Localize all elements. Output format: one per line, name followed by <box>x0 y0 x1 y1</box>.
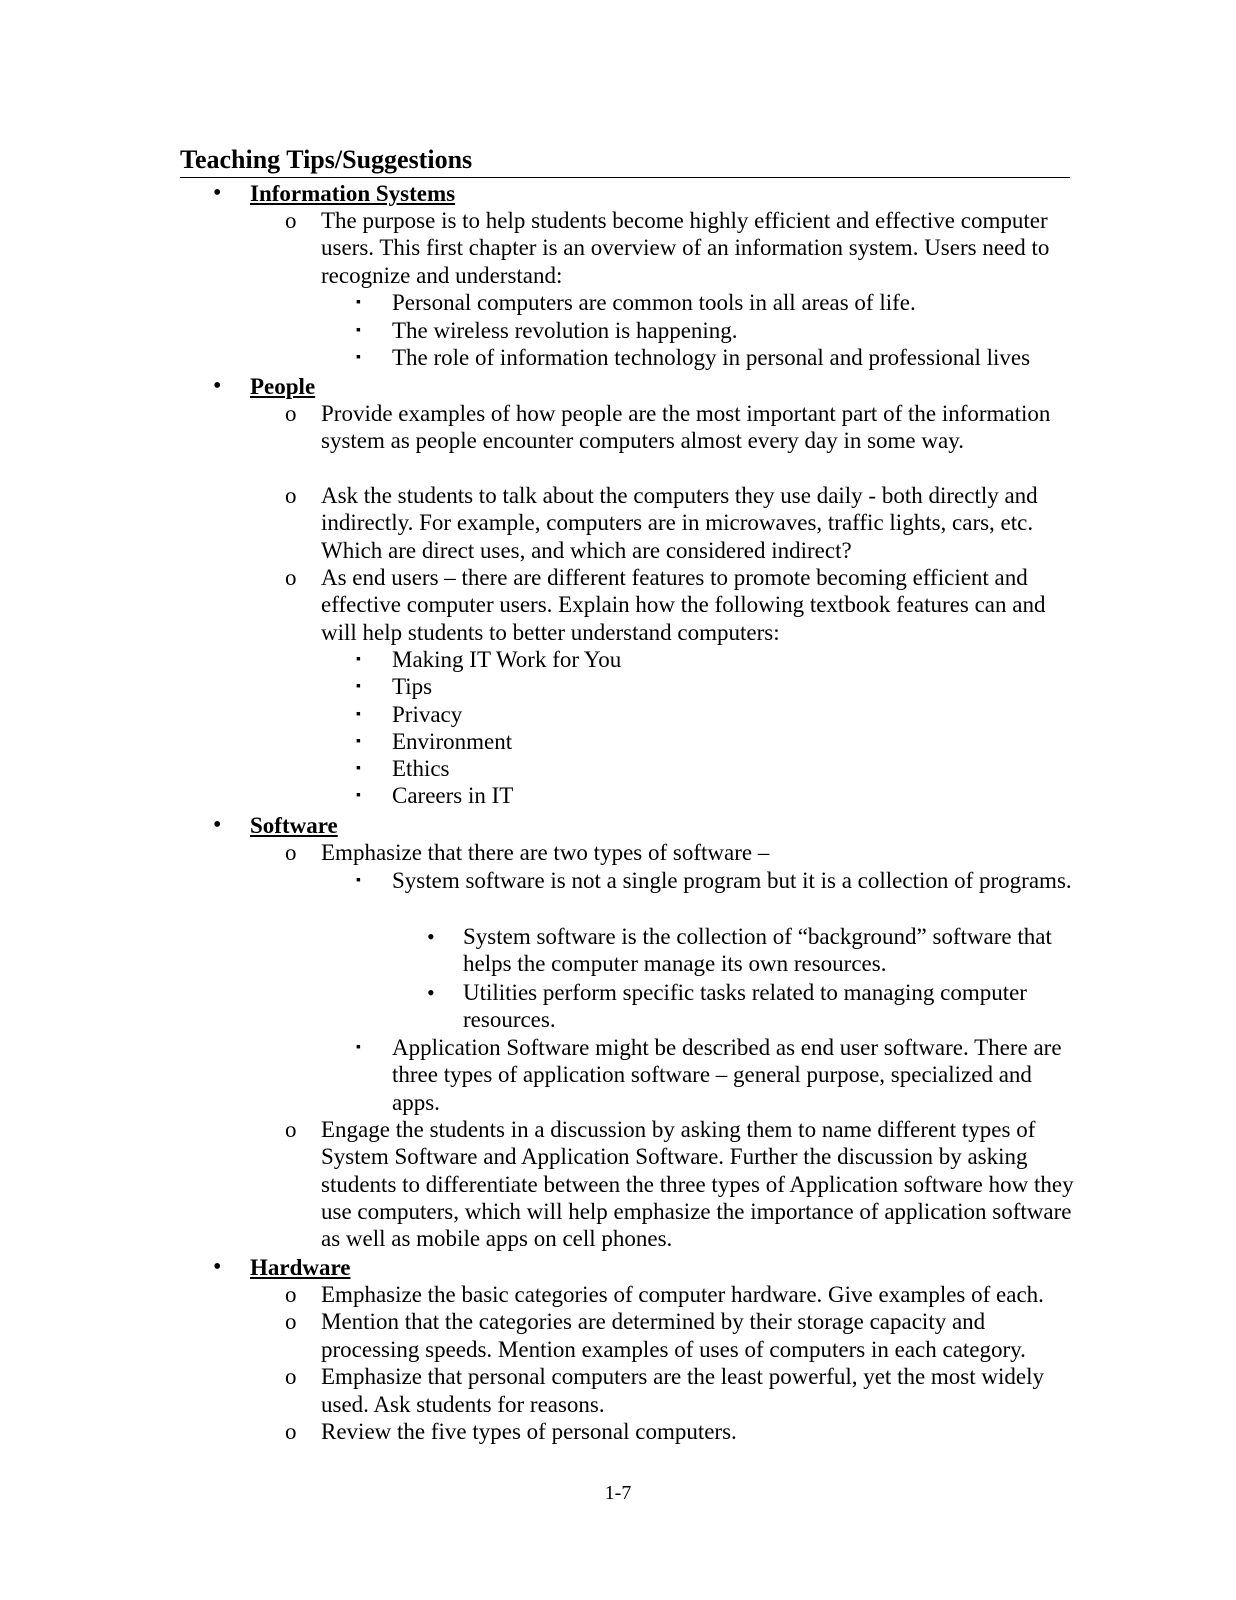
section-heading: Software <box>250 813 338 839</box>
item-text: Utilities perform specific tasks related to managing computer resources. <box>463 979 1027 1033</box>
list-item <box>0 1034 1236 1116</box>
section-heading: Hardware <box>250 1254 351 1280</box>
item-text: Careers in IT <box>392 783 514 809</box>
list-item <box>0 701 1236 728</box>
section-information-systems <box>0 180 1236 207</box>
section-hardware <box>0 1254 1236 1281</box>
item-text: The wireless revolution is happening. <box>392 317 738 343</box>
list-item <box>0 755 1236 782</box>
item-bullet: • <box>427 923 435 949</box>
list-item <box>0 482 1236 564</box>
list-item <box>0 646 1236 673</box>
item-text: Provide examples of how people are the most important part of the information system as people encounter computers almost every day in some way. <box>321 401 1051 454</box>
list-item <box>0 979 1236 1034</box>
list-item <box>0 1116 1236 1254</box>
list-item <box>0 728 1236 755</box>
section-people <box>0 373 1236 400</box>
item-bullet: o <box>285 208 297 233</box>
item-bullet: o <box>285 401 297 426</box>
item-bullet: ▪ <box>356 733 361 749</box>
item-bullet: • <box>427 979 435 1005</box>
item-bullet: ▪ <box>356 652 361 667</box>
section-heading: Information Systems <box>250 181 456 206</box>
item-text: Making IT Work for You <box>392 647 622 672</box>
item-text: Environment <box>392 728 513 754</box>
item-bullet: ▪ <box>356 872 361 888</box>
item-text: System software is not a single program but it is a collection of programs. <box>392 867 1072 893</box>
item-bullet: ▪ <box>356 761 361 777</box>
list-item <box>0 1308 1236 1363</box>
item-text: Personal computers are common tools in all areas of life. <box>392 290 916 315</box>
page-title: Teaching Tips/Suggestions <box>180 145 1070 178</box>
item-text: Emphasize that there are two types of software – <box>321 840 770 866</box>
list-item <box>0 1281 1236 1309</box>
section-bullet: • <box>213 812 222 839</box>
item-bullet: o <box>285 483 297 508</box>
section-bullet: • <box>213 373 222 399</box>
item-text: The purpose is to help students become highly efficient and effective computer users. This first chapter is an overview of an information system. Users need to recognize and understand: <box>321 208 1050 288</box>
item-text: Emphasize the basic categories of computer hardware. Give examples of each. <box>321 1281 1044 1307</box>
item-text: Emphasize that personal computers are the least powerful, yet the most widely used. Ask students for reasons. <box>321 1364 1044 1417</box>
item-bullet: o <box>285 1364 297 1390</box>
item-bullet: o <box>285 1309 297 1335</box>
item-bullet: o <box>285 1281 297 1307</box>
item-text: As end users – there are different features to promote becoming efficient and effective computer users. Explain how the following textbook features can and will help students to better understand computers: <box>321 565 1046 645</box>
item-bullet: o <box>285 1419 297 1445</box>
tips-list <box>0 180 1236 1446</box>
list-item <box>0 400 1236 482</box>
item-bullet: ▪ <box>356 706 361 722</box>
list-item <box>0 673 1236 700</box>
item-text: Ethics <box>392 756 450 782</box>
section-software <box>0 812 1236 839</box>
item-bullet: o <box>285 565 297 590</box>
item-bullet: ▪ <box>356 788 361 804</box>
list-item <box>0 1418 1236 1446</box>
item-bullet: o <box>285 840 297 866</box>
list-item <box>0 317 1236 345</box>
list-item <box>0 923 1236 979</box>
list-item <box>0 1363 1236 1418</box>
item-bullet: ▪ <box>356 679 361 695</box>
item-text: Mention that the categories are determined by their storage capacity and processing speeds. Mention examples of uses of computers in each category. <box>321 1309 1026 1362</box>
list-item <box>0 839 1236 867</box>
list-item <box>0 564 1236 646</box>
page-number: 1-7 <box>604 1482 632 1504</box>
item-text: The role of information technology in personal and professional lives <box>392 345 1031 370</box>
item-text: Application Software might be described as end user software. There are three types of application software – general purpose, specialized and apps. <box>392 1034 1062 1115</box>
section-bullet: • <box>213 180 222 206</box>
item-text: Review the five types of personal computers. <box>321 1419 737 1445</box>
list-item <box>0 289 1236 317</box>
item-text: Privacy <box>392 701 463 727</box>
list-item <box>0 344 1236 373</box>
item-text: Ask the students to talk about the computers they use daily - both directly and indirectly. For example, computers are in microwaves, traffic lights, cars, etc. Which are direct uses, and which are considered indirect? <box>321 483 1038 563</box>
item-bullet: o <box>285 1116 297 1142</box>
list-item <box>0 867 1236 923</box>
item-text: Engage the students in a discussion by asking them to name different types of System Software and Application Software. Further the discussion by asking students to differentiate between the three types of Application software how they use computers, which will help emphasize the importance of application software as well as mobile apps on cell phones. <box>321 1116 1074 1252</box>
item-bullet: ▪ <box>356 350 361 365</box>
item-bullet: ▪ <box>356 295 361 310</box>
section-bullet: • <box>213 1253 222 1280</box>
item-bullet: ▪ <box>356 322 361 338</box>
item-text: System software is the collection of “background” software that helps the computer manage its own resources. <box>463 923 1052 977</box>
list-item <box>0 207 1236 289</box>
item-text: Tips <box>392 674 433 700</box>
section-heading: People <box>250 374 316 399</box>
list-item <box>0 782 1236 812</box>
item-bullet: ▪ <box>356 1039 361 1055</box>
